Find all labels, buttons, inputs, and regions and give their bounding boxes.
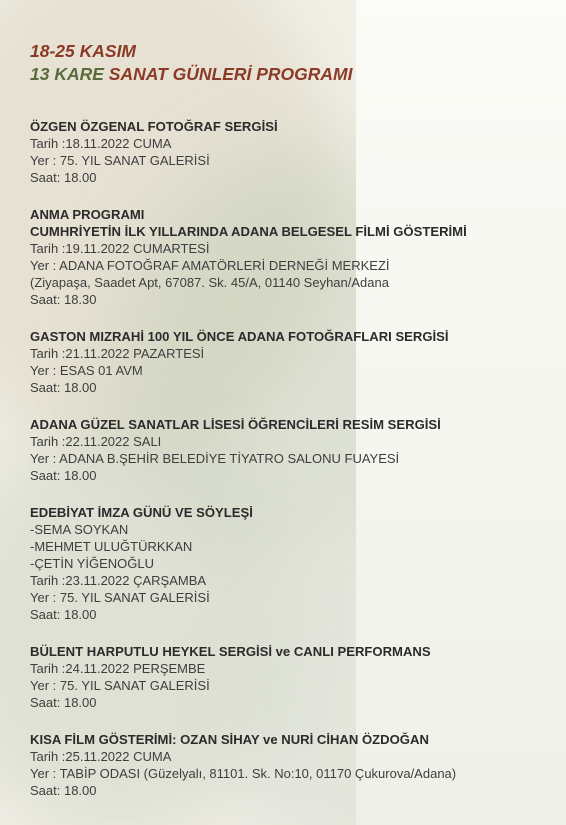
event-block	[30, 206, 554, 308]
event-detail: Yer : 75. YIL SANAT GALERİSİ	[30, 153, 210, 168]
event-detail: Saat: 18.30	[30, 292, 97, 307]
event-detail: Yer : TABİP ODASI (Güzelyalı, 81101. Sk. No:10, 01170 Çukurova/Adana)	[30, 766, 457, 781]
title-prefix: 13 KARE	[30, 64, 104, 84]
program-title	[30, 63, 554, 86]
event-detail: Tarih :22.11.2022 SALI	[30, 434, 162, 449]
event-heading: BÜLENT HARPUTLU HEYKEL SERGİSİ ve CANLI PERFORMANS	[30, 644, 431, 659]
event-detail: Tarih :25.11.2022 CUMA	[30, 749, 172, 764]
event-detail: -ÇETİN YİĞENOĞLU	[30, 556, 155, 571]
event-heading: CUMHRİYETİN İLK YILLARINDA ADANA BELGESEL FİLMİ GÖSTERİMİ	[30, 224, 467, 239]
event-block	[30, 416, 554, 484]
event-detail: Yer : 75. YIL SANAT GALERİSİ	[30, 590, 210, 605]
event-heading: EDEBİYAT İMZA GÜNÜ VE SÖYLEŞİ	[30, 505, 253, 520]
event-block	[30, 328, 554, 396]
program-document	[30, 40, 554, 799]
event-block	[30, 731, 554, 799]
event-detail: Saat: 18.00	[30, 695, 97, 710]
event-detail: -SEMA SOYKAN	[30, 522, 129, 537]
event-detail: Saat: 18.00	[30, 170, 97, 185]
event-detail: Yer : ESAS 01 AVM	[30, 363, 143, 378]
title-main: SANAT GÜNLERİ PROGRAMI	[108, 64, 353, 84]
event-heading: GASTON MIZRAHİ 100 YIL ÖNCE ADANA FOTOĞRAFLARI SERGİSİ	[30, 329, 449, 344]
event-detail: -MEHMET ULUĞTÜRKKAN	[30, 539, 193, 554]
date-range: 18-25 KASIM	[30, 41, 137, 61]
event-detail: Tarih :24.11.2022 PERŞEMBE	[30, 661, 206, 676]
event-block	[30, 118, 554, 186]
event-detail: Tarih :18.11.2022 CUMA	[30, 136, 172, 151]
event-detail: Saat: 18.00	[30, 783, 97, 798]
event-list	[30, 118, 554, 799]
event-heading: ANMA PROGRAMI	[30, 207, 145, 222]
event-heading: ÖZGEN ÖZGENAL FOTOĞRAF SERGİSİ	[30, 119, 278, 134]
event-block	[30, 504, 554, 623]
event-detail: Yer : ADANA FOTOĞRAF AMATÖRLERİ DERNEĞİ MERKEZİ	[30, 258, 390, 273]
event-detail: Saat: 18.00	[30, 468, 97, 483]
event-detail: Tarih :23.11.2022 ÇARŞAMBA	[30, 573, 207, 588]
event-detail: Yer : 75. YIL SANAT GALERİSİ	[30, 678, 210, 693]
event-detail: Saat: 18.00	[30, 607, 97, 622]
event-detail: Tarih :19.11.2022 CUMARTESİ	[30, 241, 210, 256]
event-detail: Tarih :21.11.2022 PAZARTESİ	[30, 346, 205, 361]
event-block	[30, 643, 554, 711]
event-detail: Yer : ADANA B.ŞEHİR BELEDİYE TİYATRO SALONU FUAYESİ	[30, 451, 400, 466]
event-heading: ADANA GÜZEL SANATLAR LİSESİ ÖĞRENCİLERİ RESİM SERGİSİ	[30, 417, 441, 432]
page-title	[30, 40, 554, 86]
event-detail: Saat: 18.00	[30, 380, 97, 395]
event-heading: KISA FİLM GÖSTERİMİ: OZAN SİHAY ve NURİ CİHAN ÖZDOĞAN	[30, 732, 429, 747]
event-detail: (Ziyapaşa, Saadet Apt, 67087. Sk. 45/A, 01140 Seyhan/Adana	[30, 275, 389, 290]
